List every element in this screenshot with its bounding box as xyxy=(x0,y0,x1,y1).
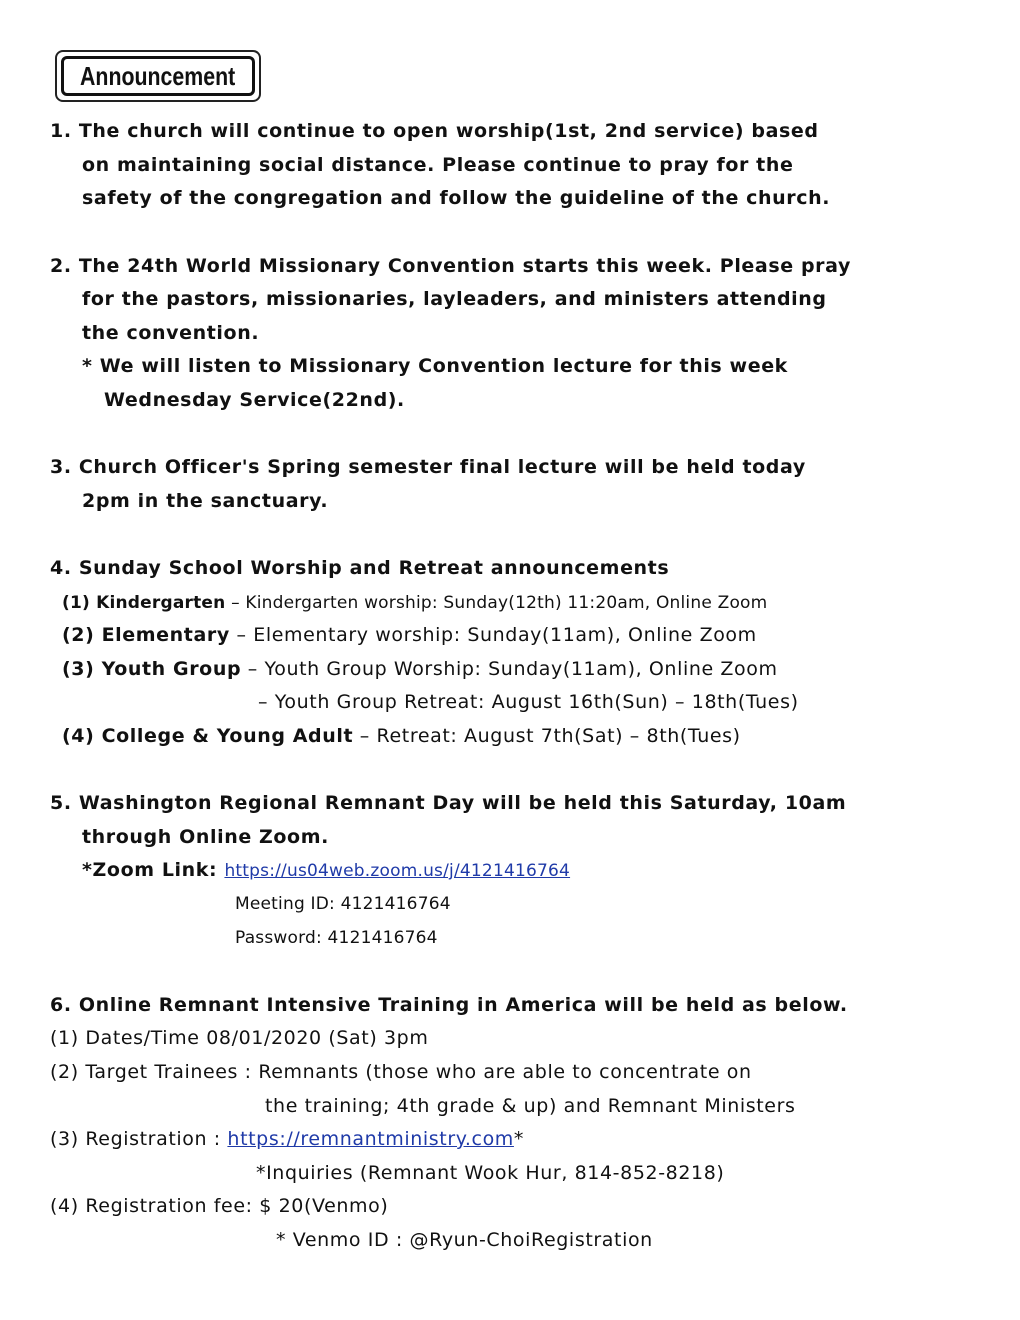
youth-group-row xyxy=(62,657,778,681)
item1-line3: safety of the congregation and follow the guideline of the church. xyxy=(82,187,831,209)
registration-label: (3) Registration : xyxy=(50,1128,228,1150)
meeting-id: Meeting ID: 4121416764 xyxy=(235,894,451,914)
youth-group-text: – Youth Group Worship: Sunday(11am), Online Zoom xyxy=(241,658,778,680)
announcement-title-box xyxy=(55,50,261,102)
elementary-row xyxy=(62,623,757,647)
page-title: Announcement xyxy=(80,60,236,91)
item5-line2: through Online Zoom. xyxy=(82,826,329,848)
elementary-text: – Elementary worship: Sunday(11am), Online Zoom xyxy=(229,624,757,646)
zoom-link-row xyxy=(82,858,570,883)
item4-heading: 4. Sunday School Worship and Retreat announcements xyxy=(50,557,670,579)
kindergarten-row xyxy=(62,590,767,615)
registration-row xyxy=(50,1127,524,1151)
meeting-password: Password: 4121416764 xyxy=(235,928,438,948)
college-row xyxy=(62,724,741,748)
inquiries-text: *Inquiries (Remnant Wook Hur, 814-852-8218) xyxy=(256,1162,725,1184)
college-label: (4) College & Young Adult xyxy=(62,725,354,747)
kindergarten-text: – Kindergarten worship: Sunday(12th) 11:20am, Online Zoom xyxy=(225,593,768,613)
youth-group-label: (3) Youth Group xyxy=(62,658,242,680)
item5-line1: 5. Washington Regional Remnant Day will be held this Saturday, 10am xyxy=(50,792,847,814)
item6-dates: (1) Dates/Time 08/01/2020 (Sat) 3pm xyxy=(50,1027,429,1049)
announcement-title-inner xyxy=(61,56,255,96)
youth-group-retreat-text: – Youth Group Retreat: August 16th(Sun) – 18th(Tues) xyxy=(258,691,799,713)
item2-note-line1: * We will listen to Missionary Convention lecture for this week xyxy=(82,355,788,377)
item6-heading: 6. Online Remnant Intensive Training in America will be held as below. xyxy=(50,994,848,1016)
registration-star: * xyxy=(513,1128,525,1150)
elementary-label: (2) Elementary xyxy=(62,624,230,646)
item6-target-line1: (2) Target Trainees : Remnants (those who are able to concentrate on xyxy=(50,1061,752,1083)
venmo-id: * Venmo ID : @Ryun-ChoiRegistration xyxy=(276,1229,653,1251)
zoom-link-label: *Zoom Link: xyxy=(82,859,225,881)
item3-line1: 3. Church Officer's Spring semester final lecture will be held today xyxy=(50,456,806,478)
zoom-link[interactable]: https://us04web.zoom.us/j/4121416764 xyxy=(224,861,571,881)
item6-target-line2: the training; 4th grade & up) and Remnant Ministers xyxy=(265,1095,796,1117)
registration-link[interactable]: https://remnantministry.com xyxy=(227,1128,514,1150)
college-text: – Retreat: August 7th(Sat) – 8th(Tues) xyxy=(353,725,741,747)
item2-line3: the convention. xyxy=(82,322,260,344)
item1-line1: 1. The church will continue to open worship(1st, 2nd service) based xyxy=(50,120,819,142)
item2-line1: 2. The 24th World Missionary Convention starts this week. Please pray xyxy=(50,255,851,277)
kindergarten-label: (1) Kindergarten xyxy=(62,593,226,613)
item2-note-line2: Wednesday Service(22nd). xyxy=(104,389,405,411)
registration-fee: (4) Registration fee: $ 20(Venmo) xyxy=(50,1195,389,1217)
item2-line2: for the pastors, missionaries, layleaders, and ministers attending xyxy=(82,288,827,310)
item3-line2: 2pm in the sanctuary. xyxy=(82,490,329,512)
item1-line2: on maintaining social distance. Please continue to pray for the xyxy=(82,154,794,176)
